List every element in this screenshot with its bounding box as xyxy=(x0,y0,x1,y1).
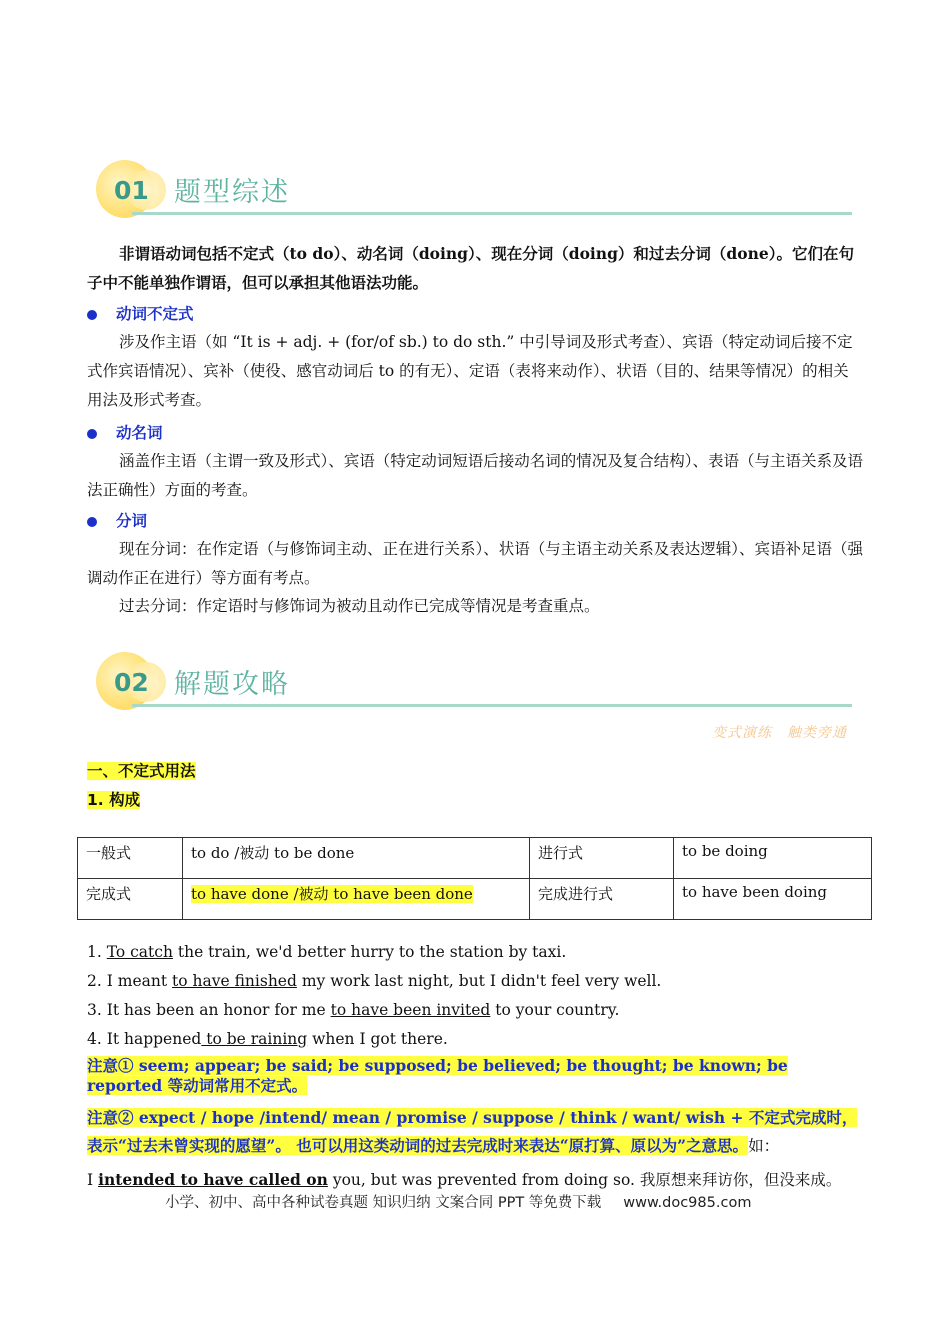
table-cell: to have been doing xyxy=(674,879,872,920)
example-text: 3. It has been an honor for me xyxy=(87,1001,331,1019)
bullet-infinitive-text: 涉及作主语（如 “It is + adj. + (for/of sb.) to do sth.” 中引导词及形式考查）、宾语（特定动词后接不定式作宾语情况）、宾补（使役、感官动词后 to 的有无）、定语（表将来动作）、状语（目的、结果等情况）的相关用法及形式考查。 xyxy=(87,333,853,409)
example-last xyxy=(87,1168,841,1190)
bullet-gerund-text: 涵盖作主语（主谓一致及形式）、宾语（特定动词短语后接动名词的情况及复合结构）、表语（与主语关系及语法正确性）方面的考查。 xyxy=(87,452,864,499)
footer-text: 小学、初中、高中各种试卷真题 知识归纳 文案合同 PPT 等免费下载 xyxy=(165,1195,602,1211)
note-2 xyxy=(87,1104,865,1160)
heading-infinitive xyxy=(87,759,196,781)
note-1 xyxy=(87,1056,865,1096)
example-text: when I got there. xyxy=(307,1030,448,1048)
example-text: to your country. xyxy=(490,1001,620,1019)
table-row xyxy=(78,879,872,920)
example-underline: To catch xyxy=(106,943,173,961)
table-cell: to do /被动 to be done xyxy=(183,838,530,879)
example-text: 2. I meant xyxy=(87,972,173,990)
example-underline: to have been invited xyxy=(330,1001,491,1019)
bullet-label: 动名词 xyxy=(116,424,163,442)
table-cell: 进行式 xyxy=(530,838,674,879)
heading-text: 一、不定式用法 xyxy=(87,762,196,780)
example-underline: to have finished xyxy=(172,972,297,990)
bullet-infinitive xyxy=(87,302,194,324)
section-header-1 xyxy=(92,158,852,228)
example-text: I xyxy=(87,1171,99,1189)
example-1 xyxy=(87,943,566,961)
intro-paragraph: 非谓语动词包括不定式（to do）、动名词（doing）、现在分词（doing）和过去分词（done）。它们在句子中不能单独作谓语，但可以承担其他语法功能。 xyxy=(87,244,854,292)
section-number: 01 xyxy=(114,176,149,205)
section-number: 02 xyxy=(114,668,149,697)
table-row xyxy=(78,838,872,879)
bullet-dot-icon xyxy=(87,517,97,527)
footer-link[interactable]: www.doc985.com xyxy=(623,1195,752,1211)
table-cell xyxy=(183,879,530,920)
example-underline: to be raining xyxy=(201,1030,308,1048)
table-cell: 完成式 xyxy=(78,879,183,920)
bullet-label: 动词不定式 xyxy=(116,305,194,323)
example-underline: intended to have called on xyxy=(98,1170,328,1189)
highlighted-form: to have done /被动 to have been done xyxy=(191,885,473,903)
heading-structure xyxy=(87,788,140,810)
bullet-gerund xyxy=(87,421,163,443)
note-tail: 如： xyxy=(748,1137,780,1155)
example-4 xyxy=(87,1030,448,1048)
example-text: the train, we'd better hurry to the station by taxi. xyxy=(172,943,567,961)
heading-text: 1. 构成 xyxy=(87,791,141,809)
bullet-participle-text: 现在分词：在作定语（与修饰词主动、正在进行关系）、状语（与主语主动关系及表达逻辑）、宾语补足语（强调动作正在进行）等方面有考点。 xyxy=(87,540,864,587)
section-divider xyxy=(132,704,852,707)
example-2 xyxy=(87,972,661,990)
bullet-dot-icon xyxy=(87,310,97,320)
bullet-participle xyxy=(87,509,147,531)
section-tagline: 变式演练 触类旁通 xyxy=(712,725,847,741)
note-text: 注意① seem; appear; be said; be supposed; be believed; be thought; be known; be reported 等动词常用不定式。 xyxy=(87,1056,788,1095)
table-cell: 完成进行式 xyxy=(530,879,674,920)
example-text: you, but was prevented from doing so. 我原想来拜访你，但没来成。 xyxy=(327,1171,842,1189)
section-title: 题型综述 xyxy=(174,177,290,208)
section-header-2 xyxy=(92,650,852,720)
bullet-dot-icon xyxy=(87,429,97,439)
example-3 xyxy=(87,1001,619,1019)
form-table xyxy=(77,837,872,920)
bullet-participle-text2: 过去分词：作定语时与修饰词为被动且动作已完成等情况是考查重点。 xyxy=(119,597,600,615)
table-cell: 一般式 xyxy=(78,838,183,879)
section-title: 解题攻略 xyxy=(174,669,290,700)
note-text: 注意② expect / hope /intend/ mean / promise / suppose / think / want/ wish + 不定式完成时，表示“过去未曾实现的愿望”。 也可以用这类动词的过去完成时来表达“原打算、原以为”之意思。 xyxy=(87,1108,858,1155)
example-text: my work last night, but I didn't feel very well. xyxy=(296,972,662,990)
bullet-label: 分词 xyxy=(116,512,148,530)
page-footer xyxy=(165,1191,751,1212)
example-text: 4. It happened xyxy=(87,1030,202,1048)
example-text: 1. xyxy=(87,943,107,961)
table-cell: to be doing xyxy=(674,838,872,879)
section-divider xyxy=(132,212,852,215)
